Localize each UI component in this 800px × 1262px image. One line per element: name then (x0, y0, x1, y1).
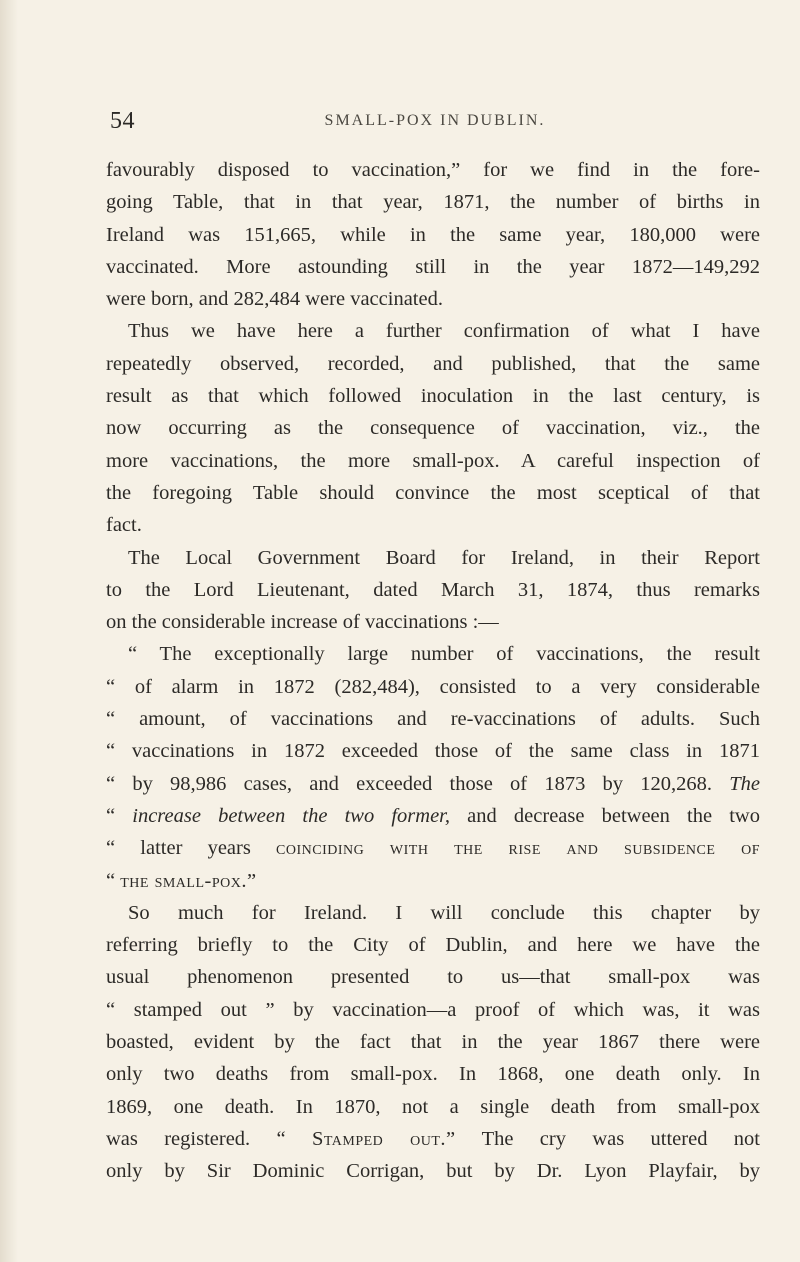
text-line-part: The cry was uttered not (481, 1127, 760, 1150)
quote-line-part: “ by 98,986 cases, and exceeded those of 1873 by 120,268. (106, 772, 713, 795)
quote-mark: “ (106, 804, 133, 827)
text-line: usual phenomenon presented to us—that small-pox was (106, 966, 760, 989)
binding-shadow (0, 0, 18, 1262)
text-line: only by Sir Dominic Corrigan, but by Dr. Lyon Playfair, by (106, 1160, 760, 1183)
text-line: repeatedly observed, recorded, and published, that the same (106, 352, 760, 375)
text-line: The Local Government Board for Ireland, in their Report (128, 546, 760, 569)
quote-line (106, 768, 760, 800)
text-line: So much for Ireland. I will conclude this chapter by (128, 901, 760, 924)
quote-mark: “ (276, 1127, 312, 1150)
text-line: to the Lord Lieutenant, dated March 31, 1874, thus remarks (106, 578, 760, 601)
quote-line: “ amount, of vaccinations and re-vaccinations of adults. Such (106, 708, 760, 731)
quote-line-part: and decrease between the two (467, 804, 760, 827)
quote-line (106, 865, 760, 897)
quote-line: “ The exceptionally large number of vaccinations, the result (128, 643, 760, 666)
text-line: 1869, one death. In 1870, not a single death from small-pox (106, 1095, 760, 1118)
text-line: boasted, evident by the fact that in the year 1867 there were (106, 1031, 760, 1054)
text-line (106, 1123, 760, 1155)
text-line: going Table, that in that year, 1871, the number of births in (106, 191, 760, 214)
quote-mark: “ (106, 869, 121, 892)
running-head: SMALL-POX IN DUBLIN. (324, 112, 546, 129)
quote-line (106, 832, 760, 864)
quote-line: “ of alarm in 1872 (282,484), consisted to a very considerable (106, 675, 760, 698)
text-line: “ stamped out ” by vaccination—a proof of which was, it was (106, 998, 760, 1021)
text-line: referring briefly to the City of Dublin, and here we have the (106, 934, 760, 957)
text-line: fact. (106, 514, 142, 537)
quote-line: “ vaccinations in 1872 exceeded those of the same class in 1871 (106, 740, 760, 763)
small-caps-phrase: Stamped out.” (311, 1127, 456, 1150)
quote-line (106, 800, 760, 832)
text-line: the foregoing Table should convince the most sceptical of that (106, 481, 760, 504)
text-line: vaccinated. More astounding still in the year 1872—149,292 (106, 255, 760, 278)
text-line: were born, and 282,484 were vaccinated. (106, 288, 443, 311)
text-line: only two deaths from small-pox. In 1868, one death only. In (106, 1063, 760, 1086)
page-body (106, 154, 760, 1188)
italic-the: The (729, 772, 761, 795)
text-line: favourably disposed to vaccination,” for we find in the fore- (106, 159, 760, 181)
page-header (110, 108, 760, 138)
page-number: 54 (110, 108, 135, 134)
quote-line-part: “ latter years (106, 837, 251, 860)
text-line-part: was registered. (106, 1127, 251, 1150)
text-line: Thus we have here a further confirmation of what I have (128, 320, 760, 343)
small-caps-phrase: the small-pox.” (120, 869, 257, 892)
text-line: now occurring as the consequence of vaccination, viz., the (106, 417, 760, 440)
text-line: Ireland was 151,665, while in the same year, 180,000 were (106, 223, 760, 246)
text-line: result as that which followed inoculation in the last century, is (106, 385, 760, 408)
text-line: on the considerable increase of vaccinations :— (106, 611, 499, 634)
small-caps-phrase: coinciding with the rise and subsidence of (276, 837, 760, 860)
text-line: more vaccinations, the more small-pox. A careful inspection of (106, 449, 760, 472)
italic-phrase: increase between the two former, (132, 804, 451, 827)
